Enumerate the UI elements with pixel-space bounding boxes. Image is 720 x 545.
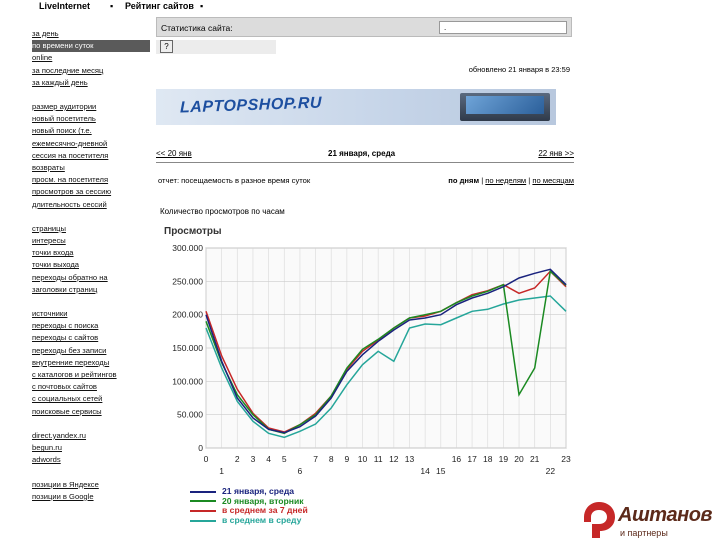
x-tick-label: 18: [483, 454, 493, 464]
banner-logo: LAPTOPSHOP.RU: [180, 94, 322, 117]
sidebar-item[interactable]: поисковые сервисы: [32, 406, 102, 416]
report-opt-days[interactable]: по дням: [448, 176, 480, 185]
legend-swatch: [190, 510, 216, 512]
sidebar-item[interactable]: размер аудитории: [32, 102, 97, 112]
sidebar-item[interactable]: точки входа: [32, 248, 74, 258]
legend-label: 20 января, вторник: [222, 495, 304, 506]
sidebar-item[interactable]: возвраты: [32, 163, 65, 173]
x-tick-label: 13: [404, 454, 415, 464]
sidebar-item[interactable]: просмотров за сессию: [32, 187, 112, 197]
chart-title: Просмотры: [164, 226, 222, 237]
y-tick-label: 300.000: [172, 243, 203, 253]
legend-label: 21 января, среда: [222, 486, 295, 496]
sidebar-item[interactable]: просм. на посетителя: [32, 175, 109, 185]
sidebar-item[interactable]: переходы обратно на: [32, 272, 108, 282]
sidebar-item[interactable]: новый посетитель: [32, 114, 96, 124]
x-tick-label: 20: [514, 454, 524, 464]
y-tick-label: 50.000: [177, 409, 203, 420]
x-tick-label: 3: [250, 454, 256, 464]
divider: [156, 162, 574, 163]
sidebar-item[interactable]: с социальных сетей: [32, 394, 103, 404]
sidebar-gap: [32, 418, 150, 430]
sidebar-gap: [32, 89, 150, 101]
sidebar-item[interactable]: с каталогов и рейтингов: [32, 370, 117, 380]
separator: |: [481, 176, 484, 185]
help-icon[interactable]: ?: [160, 40, 173, 53]
x-tick-label: 19: [498, 454, 509, 464]
site-select[interactable]: .: [439, 21, 567, 34]
sidebar-item[interactable]: внутренние переходы: [32, 357, 110, 367]
x-tick-label: 17: [467, 454, 477, 464]
x-tick-label: 10: [357, 454, 368, 464]
chart-caption: Количество просмотров по часам: [160, 207, 285, 216]
sidebar-item[interactable]: direct.yandex.ru: [32, 430, 87, 440]
sidebar-item[interactable]: источники: [32, 309, 68, 319]
x-tick-label: 14: [420, 466, 430, 476]
chart-legend: [190, 487, 308, 525]
current-date: 21 января, среда: [328, 149, 396, 158]
x-tick-label: 4: [266, 454, 271, 464]
x-tick-label: 1: [219, 466, 225, 476]
sidebar-item[interactable]: новый поиск (т.е.: [32, 126, 92, 136]
sidebar-item[interactable]: переходы без записи: [32, 345, 107, 355]
stats-bar: [156, 17, 572, 37]
views-chart: [156, 220, 576, 482]
report-label: отчет: посещаемость в разное время суток: [158, 176, 311, 185]
separator: |: [528, 176, 531, 185]
sidebar-item[interactable]: позиции в Яндексе: [32, 479, 99, 489]
sidebar-item[interactable]: ежемесячно-дневной: [32, 138, 108, 148]
stats-label: Статистика сайта:: [161, 23, 233, 33]
prev-day-link[interactable]: << 20 янв: [156, 149, 192, 158]
report-opt-months[interactable]: по месяцам: [532, 176, 574, 185]
legend-swatch: [190, 491, 216, 493]
sidebar-item[interactable]: online: [32, 53, 53, 63]
y-tick-label: 100.000: [172, 376, 203, 387]
laptop-image: [460, 93, 550, 121]
x-tick-label: 5: [281, 454, 287, 464]
liveinternet-link[interactable]: LiveInternet: [39, 1, 91, 11]
sidebar-gap: [32, 296, 150, 308]
sidebar-item[interactable]: интересы: [32, 236, 66, 246]
sidebar-item[interactable]: точки выхода: [32, 260, 79, 270]
legend-label: в среднем за 7 дней: [222, 505, 308, 516]
sidebar: [32, 28, 150, 503]
x-tick-label: 2: [234, 454, 240, 464]
x-tick-label: 12: [389, 454, 399, 464]
sidebar-item[interactable]: заголовки страниц: [32, 284, 98, 294]
y-tick-label: 0: [198, 443, 203, 453]
x-tick-label: 15: [436, 466, 446, 476]
sidebar-item[interactable]: переходы с сайтов: [32, 333, 99, 343]
brand-logo: [582, 500, 713, 545]
sidebar-item[interactable]: страницы: [32, 223, 66, 233]
updated-timestamp: обновлено 21 января в 23:59: [468, 65, 570, 74]
sidebar-item[interactable]: с почтовых сайтов: [32, 382, 97, 392]
sidebar-item[interactable]: длительность сессий: [32, 199, 107, 209]
x-tick-label: 21: [529, 454, 540, 464]
next-day-link[interactable]: 22 янв >>: [538, 149, 574, 158]
sidebar-item[interactable]: за день: [32, 29, 59, 38]
sidebar-item[interactable]: переходы с поиска: [32, 321, 99, 331]
ratings-link[interactable]: Рейтинг сайтов: [125, 1, 194, 11]
x-tick-label: 6: [297, 466, 303, 476]
legend-swatch: [190, 520, 216, 522]
sidebar-item[interactable]: позиции в Google: [32, 491, 94, 501]
x-tick-label: 0: [203, 454, 209, 464]
help-row: [156, 40, 276, 54]
sidebar-item[interactable]: за каждый день: [32, 77, 88, 87]
separator: ▪: [110, 1, 114, 11]
legend-swatch: [190, 500, 216, 502]
sidebar-item[interactable]: за последние месяц: [32, 65, 104, 75]
sidebar-item[interactable]: по времени суток: [32, 40, 150, 52]
sidebar-item[interactable]: begun.ru: [32, 443, 62, 453]
sidebar-item[interactable]: adwords: [32, 455, 61, 465]
sidebar-gap: [32, 467, 150, 479]
brand-sub: и партнеры: [620, 528, 668, 538]
legend-entry: [190, 516, 308, 526]
x-tick-label: 7: [313, 454, 318, 464]
sidebar-gap: [32, 211, 150, 223]
x-tick-label: 22: [545, 466, 556, 476]
brand-mark-icon: [582, 500, 616, 540]
x-tick-label: 8: [328, 454, 334, 464]
report-opt-weeks[interactable]: по неделям: [485, 176, 527, 185]
legend-label: в среднем в среду: [222, 514, 302, 525]
x-tick-label: 16: [451, 454, 462, 464]
x-tick-label: 11: [373, 454, 383, 464]
x-tick-label: 23: [561, 454, 571, 464]
x-tick-label: 9: [344, 454, 350, 464]
brand-name: Аштанов: [618, 504, 713, 526]
separator: ▪: [200, 1, 204, 11]
ad-banner[interactable]: [156, 89, 556, 125]
y-tick-label: 150.000: [172, 343, 203, 353]
y-tick-label: 200.000: [172, 309, 203, 320]
top-bar: [0, 0, 720, 14]
y-tick-label: 250.000: [172, 276, 203, 287]
sidebar-item[interactable]: сессия на посетителя: [32, 150, 109, 160]
